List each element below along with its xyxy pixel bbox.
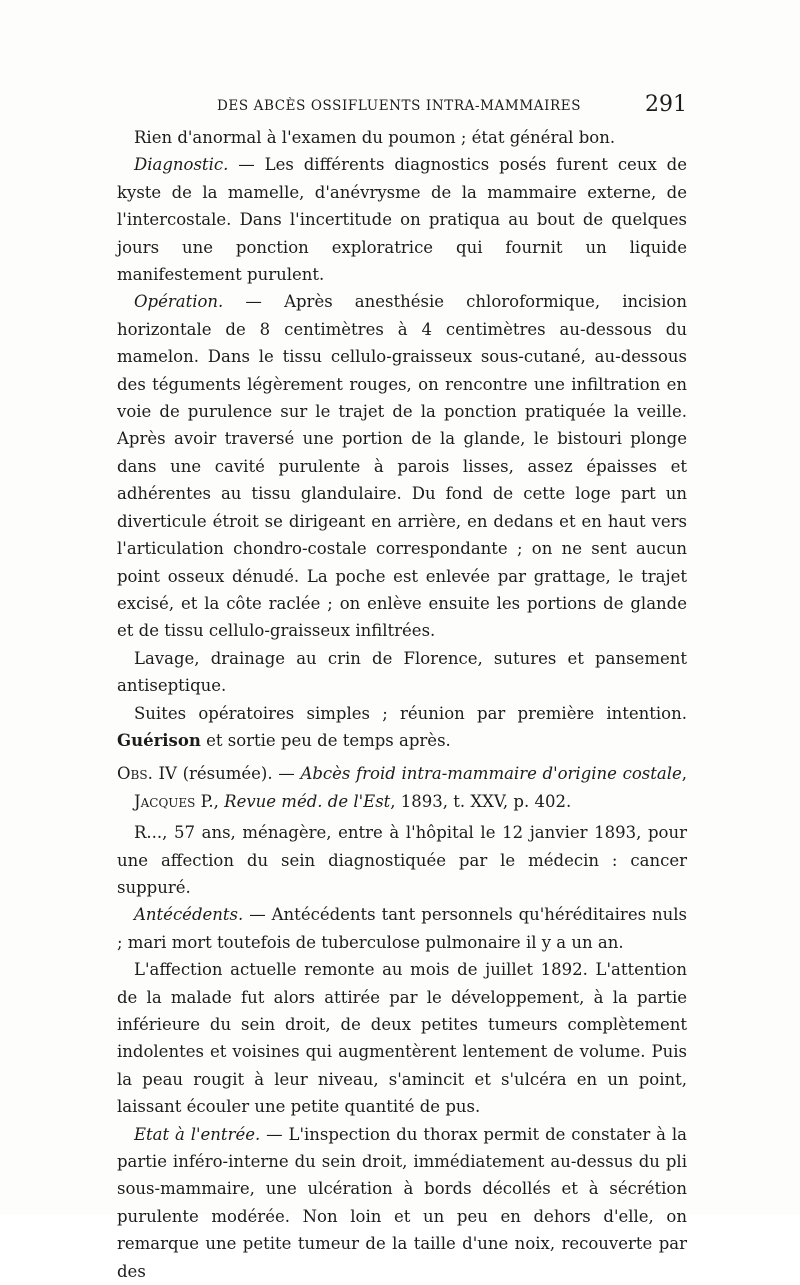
body-text — [117, 124, 687, 1285]
paragraph-text: R..., 57 ans, ménagère, entre à l'hôpital le 12 janvier 1893, pour une affection du sein diagnostiquée par le médecin : cancer suppuré. — [117, 823, 687, 897]
paragraph-patient — [117, 819, 687, 901]
page-number: 291 — [645, 92, 687, 117]
paragraph-text: — Les différents diagnostics posés furent ceux de kyste de la mamelle, d'anévrysme de la mammaire externe, de l'intercostale. Dans l'incertitude on pratiqua au bout de quelques jours une ponction exploratrice qui fournit un liquide manifestement purulent. — [117, 155, 687, 285]
paragraph-text-tail: et sortie peu de temps après. — [200, 730, 451, 750]
paragraph-lavage — [117, 645, 687, 700]
paragraph-suites — [117, 700, 687, 755]
section-heading: Diagnostic. — [134, 155, 229, 175]
observation-label: Obs. — [117, 764, 153, 784]
section-heading: Opération. — [134, 292, 224, 312]
paragraph-text: L'affection actuelle remonte au mois de juillet 1892. L'attention de la malade fut alors attirée par le développement, à la partie inférieure du sein droit, de deux petites tumeurs complètement indolentes et voisines qui augmentèrent lentement de volume. Puis la peau rougit à leur niveau, s'amincit et s'ulcéra en un point, laissant écouler une petite quantité de pus. — [117, 960, 687, 1117]
observation-separator: , — [681, 764, 687, 784]
observation-journal: Revue méd. de l'Est — [224, 791, 391, 811]
bold-word: Guérison — [117, 730, 201, 750]
observation-reference: , 1893, t. XXV, p. 402. — [390, 791, 572, 811]
observation-number: IV (résumée). — — [152, 764, 301, 784]
paragraph-affection — [117, 956, 687, 1120]
paragraph-text: Lavage, drainage au crin de Florence, sutures et pansement antiseptique. — [117, 648, 687, 696]
paragraph-text: Suites opératoires simples ; réunion par première intention. — [134, 703, 687, 723]
paragraph-text: Rien d'anormal à l'examen du poumon ; état général bon. — [134, 128, 616, 147]
paragraph-examen — [117, 124, 687, 151]
observation-author-last: P., — [195, 791, 225, 811]
paragraph-diagnostic — [117, 151, 687, 288]
paragraph-etat — [117, 1121, 687, 1285]
page-header — [117, 92, 687, 122]
section-heading: Antécédents. — [134, 905, 244, 925]
observation-author-first: Jacques — [134, 791, 196, 811]
observation-heading — [117, 760, 687, 815]
paragraph-text: — L'inspection du thorax permit de constater à la partie inféro-interne du sein droit, immédiatement au-dessus du pli sous-mammaire, une ulcération à bords décollés et à sécrétion purulente modérée. Non loin et un peu en dehors d'elle, on remarque une petite tumeur de la taille d'une noix, recouverte par des — [117, 1124, 687, 1281]
paragraph-text: — Antécédents tant personnels qu'héréditaires nuls ; mari mort toutefois de tuberculose pulmonaire il y a un an. — [117, 905, 687, 952]
observation-title: Abcès froid intra-mammaire d'origine costale — [300, 764, 682, 784]
paragraph-operation — [117, 288, 687, 644]
paragraph-text: — Après anesthésie chloroformique, incision horizontale de 8 centimètres à 4 centimètres au-dessous du mamelon. Dans le tissu cellulo-graisseux sous-cutané, au-dessous des téguments légèrement rouges, on rencontre une infiltration en voie de purulence sur le trajet de la ponction pratiquée la veille. Après avoir traversé une portion de la glande, le bistouri plonge dans une cavité purulente à parois lisses, assez épaisses et adhérentes au tissu glandulaire. Du fond de cette loge part un diverticule étroit se dirigeant en arrière, en dedans et en haut vers l'articulation chondro-costale correspondante ; on ne sent aucun point osseux dénudé. La poche est enlevée par grattage, le trajet excisé, et la côte raclée ; on enlève ensuite les portions de glande et de tissu cellulo-graisseux infiltrées. — [117, 292, 687, 641]
paragraph-antecedents — [117, 901, 687, 956]
section-heading: Etat à l'entrée. — [134, 1124, 261, 1144]
running-title: DES ABCÈS OSSIFLUENTS INTRA-MAMMAIRES — [217, 98, 582, 114]
